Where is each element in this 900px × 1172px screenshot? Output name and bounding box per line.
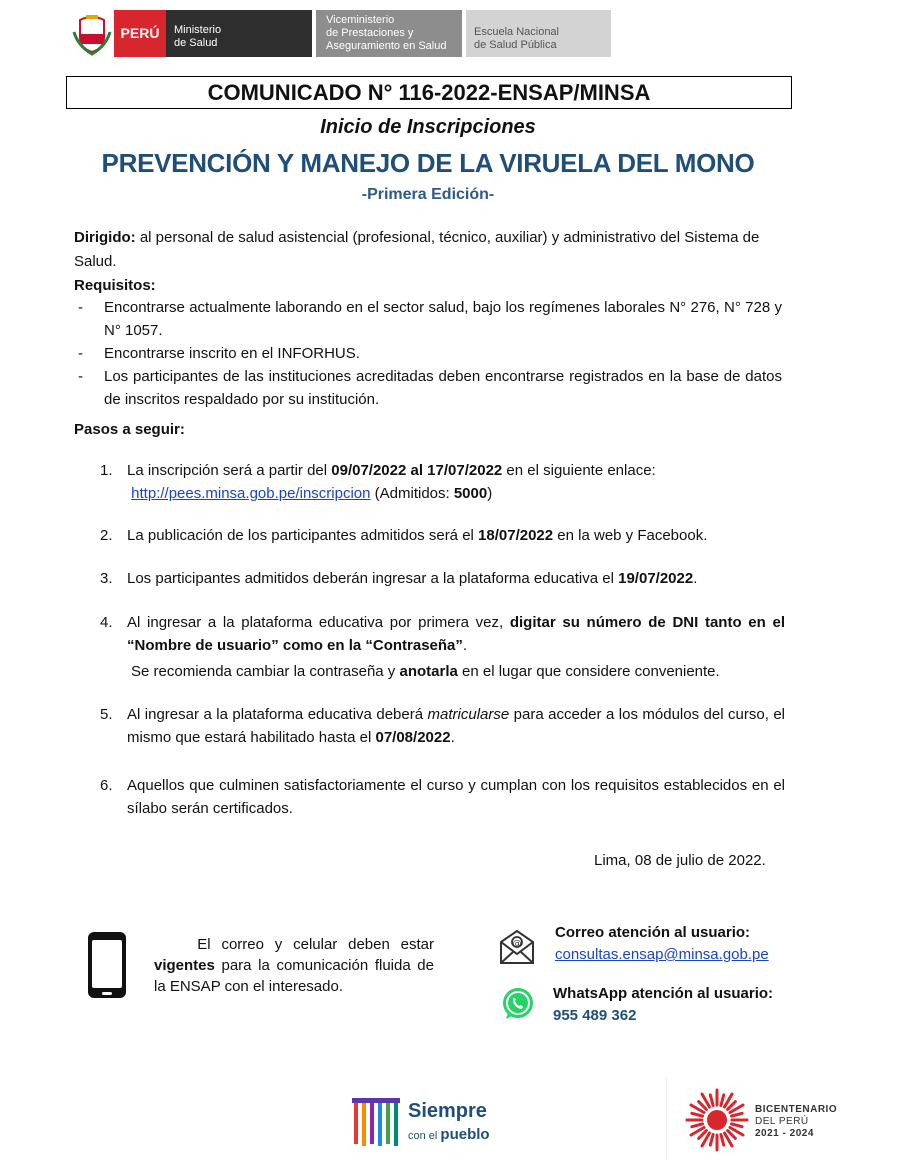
dirigido-text: al personal de salud asistencial (profesional, técnico, auxiliar) y administrativo del Sistema de Salud.: [74, 229, 760, 270]
sun-ray: [699, 1131, 707, 1139]
sun-ray: [731, 1113, 742, 1116]
step-number: 2.: [100, 527, 113, 544]
list-item: - Los participantes de las instituciones acreditadas deben encontrarse registrados en la base de datos de inscritos respaldado por su institución.: [74, 365, 782, 411]
edition-label: -Primera Edición-: [361, 186, 495, 203]
email-contact: [555, 924, 769, 963]
step-number: 5.: [100, 706, 113, 723]
whatsapp-title: WhatsApp atención al usuario:: [553, 985, 774, 1002]
sun-ray: [710, 1134, 713, 1145]
email-icon: [498, 928, 536, 966]
step-1: 1. La inscripción será a partir del 09/07/2022 al 17/07/2022 en el siguiente enlace: http://pees.minsa.gob.pe/inscripcion (Admitidos: 5000): [100, 459, 785, 505]
requisitos-list: [74, 296, 782, 411]
sun-ray: [728, 1131, 736, 1139]
contact-note: El correo y celular deben estar vigentes para la comunicación fluida de la ENSAP con el interesado.: [154, 936, 435, 995]
dirigido-paragraph: [74, 226, 782, 274]
ministerio-label: Ministerio de Salud: [166, 10, 312, 57]
sun-ray: [731, 1124, 742, 1127]
inscripcion-link[interactable]: http://pees.minsa.gob.pe/inscripcion: [131, 485, 371, 502]
bicentenario-logo: BICENTENARIO DEL PERÚ 2021 - 2024: [666, 1078, 847, 1160]
step-6: 6. Aquellos que culminen satisfactoriamente el curso y cumplan con los requisitos establecidos en el sílabo serán certificados.: [100, 774, 785, 820]
step-number: 1.: [100, 462, 113, 479]
svg-text:@: @: [512, 939, 522, 949]
whatsapp-number: 955 489 362: [553, 1007, 637, 1024]
sun-ray: [699, 1102, 707, 1110]
step-number: 3.: [100, 570, 113, 587]
list-item: - Encontrarse inscrito en el INFORHUS.: [74, 342, 782, 365]
sun-ray: [710, 1095, 713, 1106]
sun-ray: [728, 1102, 736, 1110]
peru-shield-icon: [72, 12, 112, 56]
sun-ray: [721, 1134, 724, 1145]
viceministerio-label: Viceministerio de Prestaciones y Aseguramiento en Salud: [316, 10, 462, 57]
pasos-label: Pasos a seguir:: [74, 421, 185, 438]
whatsapp-contact: [553, 985, 773, 1024]
email-link[interactable]: consultas.ensap@minsa.gob.pe: [555, 946, 769, 963]
email-title: Correo atención al usuario:: [555, 924, 751, 941]
comunicado-title: COMUNICADO N° 116-2022-ENSAP/MINSA: [66, 76, 792, 109]
sun-ray: [721, 1095, 724, 1106]
step-number: 4.: [100, 614, 113, 631]
requisitos-label: Requisitos:: [74, 277, 156, 294]
course-title: PREVENCIÓN Y MANEJO DE LA VIRUELA DEL MONO: [101, 148, 755, 178]
step-5: 5. Al ingresar a la plataforma educativa deberá matricularse para acceder a los módulos del curso, el mismo que estará habilitado hasta el 07/08/2022.: [100, 703, 785, 749]
smartphone-icon: [86, 930, 128, 1000]
subtitle: Inicio de Inscripciones: [320, 116, 536, 138]
dirigido-label: Dirigido:: [74, 229, 136, 246]
sun-ray: [692, 1113, 703, 1116]
whatsapp-icon: [500, 986, 536, 1022]
sun-ray: [692, 1124, 703, 1127]
peru-badge: PERÚ: [114, 10, 166, 57]
step-2: 2. La publicación de los participantes admitidos será el 18/07/2022 en la web y Facebook.: [100, 524, 785, 547]
escuela-label: Escuela Nacional de Salud Pública: [466, 10, 611, 57]
list-item: - Encontrarse actualmente laborando en el sector salud, bajo los regímenes laborales N° 276, N° 728 y N° 1057.: [74, 296, 782, 342]
step-4: 4. Al ingresar a la plataforma educativa por primera vez, digitar su número de DNI tanto en el “Nombre de usuario” como en la “Contraseña”. Se recomienda cambiar la contraseña y anotarla en el lugar que considere conveniente.: [100, 611, 785, 683]
siempre-con-el-pueblo-logo: Siempre con el pueblo: [352, 1094, 502, 1152]
date-location: Lima, 08 de julio de 2022.: [594, 852, 766, 869]
step-3: 3. Los participantes admitidos deberán ingresar a la plataforma educativa el 19/07/2022.: [100, 567, 785, 590]
step-number: 6.: [100, 777, 113, 794]
